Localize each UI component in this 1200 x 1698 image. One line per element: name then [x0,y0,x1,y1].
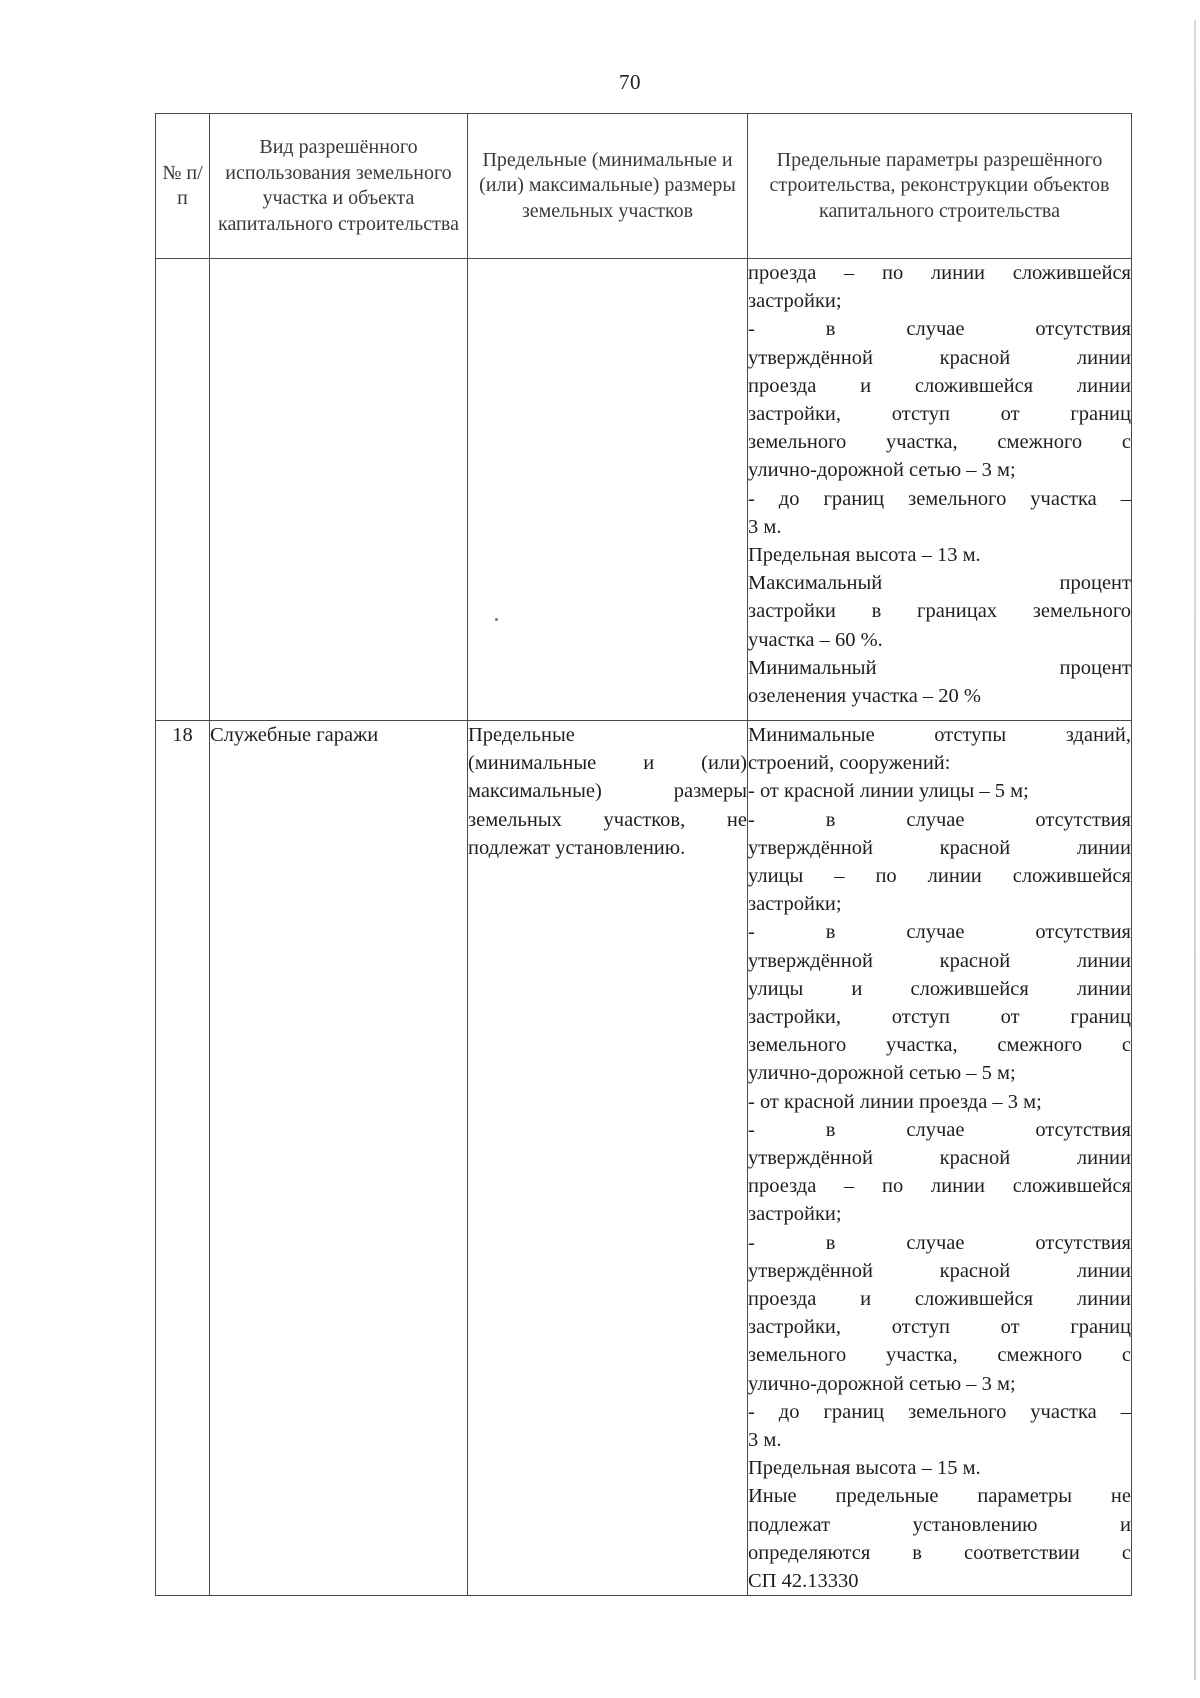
params-line: СП 42.13330 [748,1570,859,1593]
params-line: Предельная высота – 13 м. [748,544,981,567]
params-line: застройки, отступ от границ [748,403,1131,426]
plot-size-line: (минимальные и (или) [468,752,747,775]
params-line: Иные предельные параметры не [748,1485,1131,1508]
params-line: Предельная высота – 15 м. [748,1457,981,1480]
row-use-type: Служебные гаражи [210,721,468,1596]
row-plot-sizes [468,721,748,1596]
params-text [748,721,1131,1595]
params-line: участка – 60 %. [748,628,883,651]
table-header-row [156,114,1132,259]
row-number: 18 [156,721,210,1596]
params-line: проезда и сложившейся линии [748,374,1131,397]
regulations-table [155,113,1132,1596]
params-line: - в случае отсутствия [748,921,1131,944]
params-line: земельного участка, смежного с [748,1344,1131,1367]
scan-edge-line [1194,20,1196,1680]
row-building-params [748,259,1132,721]
params-line: Минимальный процент [748,656,1131,679]
params-line: - от красной линии улицы – 5 м; [748,780,1029,803]
header-number: № п/п [156,114,210,259]
header-building-params: Предельные параметры разрешённого строительства, реконструкции объектов капитального строительства [748,114,1132,259]
table-row-18 [156,721,1132,1596]
params-line: Минимальные отступы зданий, [748,724,1131,746]
row-use-type [210,259,468,721]
params-line: утверждённой красной линии [748,1147,1131,1170]
params-line: - до границ земельного участка – [748,1400,1131,1423]
params-line: утверждённой красной линии [748,949,1131,972]
scan-dot [495,618,498,621]
params-line: земельного участка, смежного с [748,1034,1131,1057]
params-line: улично-дорожной сетью – 3 м; [748,459,1016,482]
params-line: - в случае отсутствия [748,318,1131,341]
page-number: 70 [619,70,641,94]
params-line: проезда – по линии сложившейся [748,262,1131,284]
params-line: - в случае отсутствия [748,808,1131,831]
header-plot-sizes: Предельные (минимальные и (или) максимальные) размеры земельных участков [468,114,748,259]
params-line: - до границ земельного участка – [748,487,1131,510]
plot-size-line: подлежат установлению. [468,836,686,859]
plot-size-line: Предельные [468,724,575,746]
params-line: - от красной линии проезда – 3 м; [748,1090,1042,1113]
params-line: застройки, отступ от границ [748,1316,1131,1339]
params-line: улично-дорожной сетью – 5 м; [748,1062,1016,1085]
params-line: проезда – по линии сложившейся [748,1175,1131,1198]
params-line: утверждённой красной линии [748,1259,1131,1282]
row-building-params [748,721,1132,1596]
params-line: 3 м. [748,1429,782,1452]
params-line: улицы – по линии сложившейся [748,865,1131,888]
row-plot-sizes [468,259,748,721]
params-line: улично-дорожной сетью – 3 м; [748,1372,1016,1395]
plot-sizes-text [468,721,747,862]
params-line: Максимальный процент [748,572,1131,595]
params-line: - в случае отсутствия [748,1231,1131,1254]
params-line: проезда и сложившейся линии [748,1288,1131,1311]
params-line: застройки; [748,290,842,313]
params-line: земельного участка, смежного с [748,431,1131,454]
params-line: строений, сооружений: [748,752,951,775]
plot-size-line: земельных участков, не [468,808,747,831]
params-line: утверждённой красной линии [748,836,1131,859]
params-line: - в случае отсутствия [748,1118,1131,1141]
params-line: определяются в соответствии с [748,1541,1131,1564]
header-use-type: Вид разрешённого использования земельного участка и объекта капитального строительства [210,114,468,259]
params-line: застройки, отступ от границ [748,1006,1131,1029]
params-line: улицы и сложившейся линии [748,977,1131,1000]
params-line: утверждённой красной линии [748,346,1131,369]
params-line: застройки; [748,893,842,916]
row-number [156,259,210,721]
params-text [748,259,1131,710]
params-line: застройки в границах земельного [748,600,1131,623]
table-row-continued [156,259,1132,721]
params-line: 3 м. [748,515,782,538]
params-line: подлежат установлению и [748,1513,1131,1536]
params-line: застройки; [748,1203,842,1226]
params-line: озеленения участка – 20 % [748,685,982,708]
plot-size-line: максимальные) размеры [468,780,747,803]
